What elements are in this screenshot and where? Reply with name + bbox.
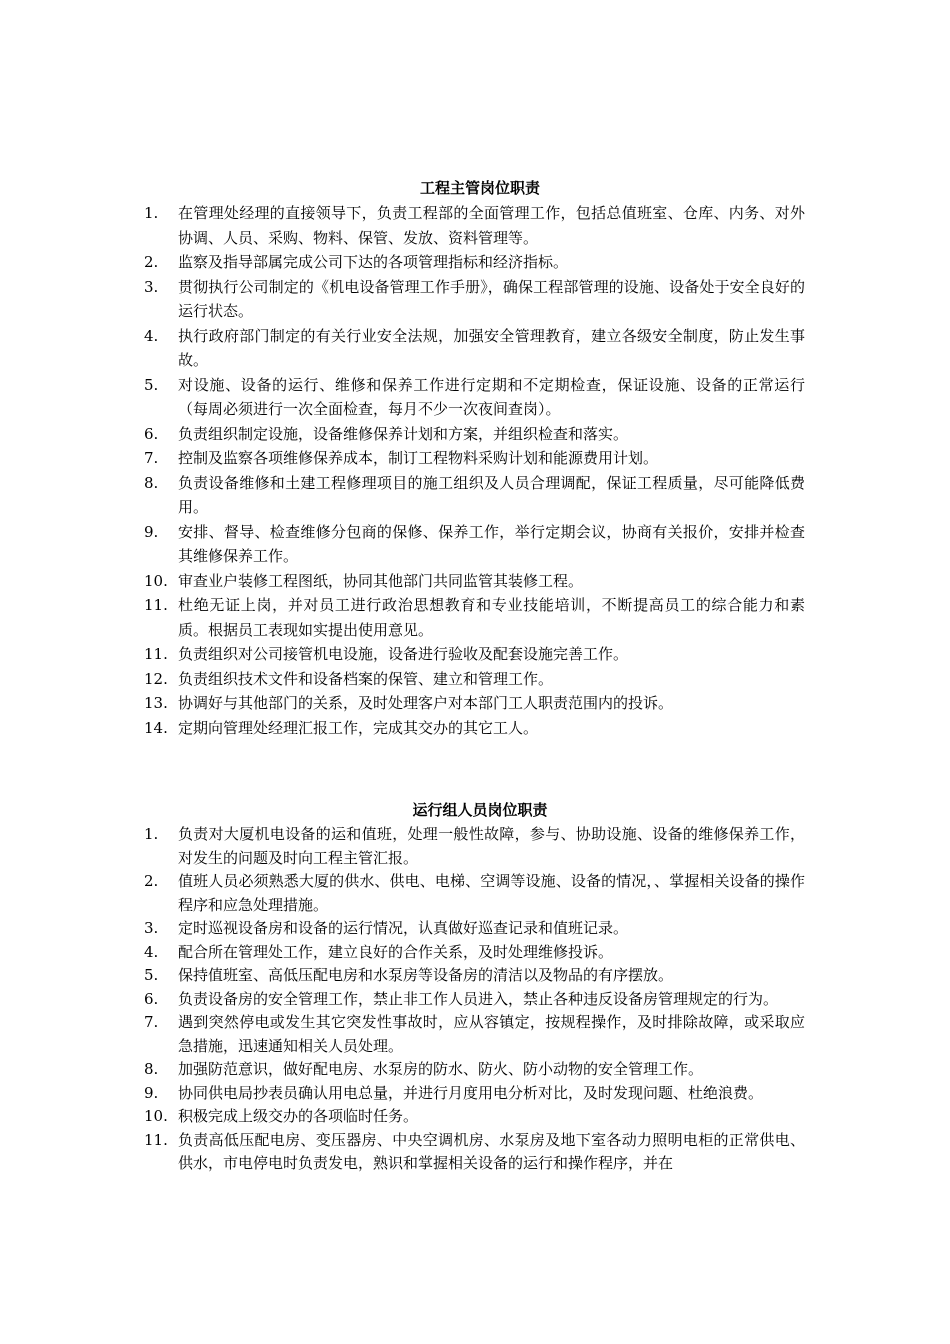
list-item xyxy=(0,870,805,917)
item-number: 2. xyxy=(144,872,159,890)
list-item xyxy=(0,1129,805,1176)
item-text: 控制及监察各项维修保养成本，制订工程物料采购计划和能源费用计划。 xyxy=(178,449,659,467)
item-number: 10. xyxy=(144,571,168,590)
list-item xyxy=(0,941,805,965)
item-text: 积极完成上级交办的各项临时任务。 xyxy=(178,1107,419,1125)
list-item xyxy=(0,667,805,692)
item-text: 对设施、设备的运行、维修和保养工作进行定期和不定期检查，保证设施、设备的正常运行（每周必须进行一次全面检查，每月不少一次夜间查岗）。 xyxy=(178,375,805,418)
list-item xyxy=(0,373,805,422)
item-number: 3. xyxy=(144,277,159,296)
item-number: 7. xyxy=(144,449,159,467)
item-number: 14. xyxy=(144,718,168,737)
list-item xyxy=(0,988,805,1012)
item-text: 负责设备房的安全管理工作，禁止非工作人员进入，禁止各种违反设备房管理规定的行为。 xyxy=(178,989,779,1008)
list-item xyxy=(0,917,805,941)
item-number: 4. xyxy=(144,326,159,345)
item-number: 9. xyxy=(144,1083,159,1102)
list-item xyxy=(0,691,805,716)
item-number: 6. xyxy=(144,424,159,443)
section-operations-staff xyxy=(0,799,950,1176)
item-number: 13. xyxy=(144,694,168,712)
list-item xyxy=(0,201,805,250)
item-text: 审查业户装修工程图纸，协同其他部门共同监管其装修工程。 xyxy=(178,571,584,590)
list-item xyxy=(0,823,805,870)
item-text: 保持值班室、高低压配电房和水泵房等设备房的清洁以及物品的有序摆放。 xyxy=(178,966,674,984)
item-number: 1. xyxy=(144,825,159,843)
item-number: 5. xyxy=(144,375,159,394)
list-item xyxy=(0,324,805,373)
item-number: 5. xyxy=(144,966,159,984)
duty-list xyxy=(0,201,950,740)
section-engineering-supervisor xyxy=(0,177,950,740)
list-item xyxy=(0,446,805,471)
item-number: 11. xyxy=(144,645,168,663)
item-number: 6. xyxy=(144,989,159,1008)
item-text: 在管理处经理的直接领导下，负责工程部的全面管理工作，包括总值班室、仓库、内务、对外协调、人员、采购、物料、保管、发放、资料管理等。 xyxy=(178,204,805,247)
item-text: 协调好与其他部门的关系，及时处理客户对本部门工人职责范围内的投诉。 xyxy=(178,694,674,712)
duty-list xyxy=(0,823,950,1176)
item-number: 8. xyxy=(144,1060,159,1078)
item-number: 2. xyxy=(144,253,159,271)
item-number: 4. xyxy=(144,942,159,961)
item-number: 11. xyxy=(144,1130,168,1149)
section-title: 工程主管岗位职责 xyxy=(419,179,540,197)
list-item xyxy=(0,1011,805,1058)
item-number: 3. xyxy=(144,919,159,937)
item-text: 杜绝无证上岗，并对员工进行政治思想教育和专业技能培训，不断提高员工的综合能力和素质。根据员工表现如实提出使用意见。 xyxy=(178,596,805,639)
item-text: 负责设备维修和土建工程修理项目的施工组织及人员合理调配，保证工程质量，尽可能降低费用。 xyxy=(178,473,805,516)
item-number: 1. xyxy=(144,204,159,222)
item-text: 负责高低压配电房、变压器房、中央空调机房、水泵房及地下室各动力照明电柜的正常供电、供水，市电停电时负责发电，熟识和掌握相关设备的运行和操作程序，并在 xyxy=(178,1130,805,1172)
item-text: 协同供电局抄表员确认用电总量，并进行月度用电分析对比，及时发现问题、杜绝浪费。 xyxy=(178,1083,764,1102)
section-title: 运行组人员岗位职责 xyxy=(412,801,548,819)
list-item xyxy=(0,1082,805,1106)
list-item xyxy=(0,422,805,447)
item-text: 遇到突然停电或发生其它突发性事故时，应从容镇定，按规程操作，及时排除故障，或采取应急措施，迅速通知相关人员处理。 xyxy=(178,1013,805,1055)
item-text: 配合所在管理处工作，建立良好的合作关系，及时处理维修投诉。 xyxy=(178,942,614,961)
item-number: 7. xyxy=(144,1013,159,1031)
list-item xyxy=(0,716,805,741)
item-text: 负责对大厦机电设备的运和值班，处理一般性故障，参与、协助设施、设备的维修保养工作，对发生的问题及时向工程主管汇报。 xyxy=(178,825,805,867)
item-number: 11. xyxy=(144,596,168,614)
item-number: 9. xyxy=(144,522,159,541)
item-number: 8. xyxy=(144,473,159,492)
item-text: 负责组织技术文件和设备档案的保管、建立和管理工作。 xyxy=(178,669,554,688)
list-item xyxy=(0,964,805,988)
list-item xyxy=(0,275,805,324)
item-text: 值班人员必须熟悉大厦的供水、供电、电梯、空调等设施、设备的情况，、掌握相关设备的操作程序和应急处理措施。 xyxy=(178,872,805,914)
list-item xyxy=(0,471,805,520)
list-item xyxy=(0,520,805,569)
item-number: 10. xyxy=(144,1107,168,1125)
item-text: 贯彻执行公司制定的《机电设备管理工作手册》，确保工程部管理的设施、设备处于安全良好的运行状态。 xyxy=(178,277,805,320)
list-item xyxy=(0,250,805,275)
list-item xyxy=(0,569,805,594)
item-text: 加强防范意识，做好配电房、水泵房的防水、防火、防小动物的安全管理工作。 xyxy=(178,1060,704,1078)
list-item xyxy=(0,642,805,667)
item-text: 定期向管理处经理汇报工作，完成其交办的其它工人。 xyxy=(178,718,539,737)
item-text: 负责组织对公司接管机电设施，设备进行验收及配套设施完善工作。 xyxy=(178,645,629,663)
item-text: 安排、督导、检查维修分包商的保修、保养工作，举行定期会议，协商有关报价，安排并检查其维修保养工作。 xyxy=(178,522,805,565)
item-text: 定时巡视设备房和设备的运行情况，认真做好巡查记录和值班记录。 xyxy=(178,919,629,937)
item-text: 执行政府部门制定的有关行业安全法规，加强安全管理教育，建立各级安全制度，防止发生事故。 xyxy=(178,326,805,369)
item-text: 负责组织制定设施，设备维修保养计划和方案，并组织检查和落实。 xyxy=(178,424,629,443)
list-item xyxy=(0,593,805,642)
item-text: 监察及指导部属完成公司下达的各项管理指标和经济指标。 xyxy=(178,253,569,271)
list-item xyxy=(0,1105,805,1129)
list-item xyxy=(0,1058,805,1082)
item-number: 12. xyxy=(144,669,168,688)
